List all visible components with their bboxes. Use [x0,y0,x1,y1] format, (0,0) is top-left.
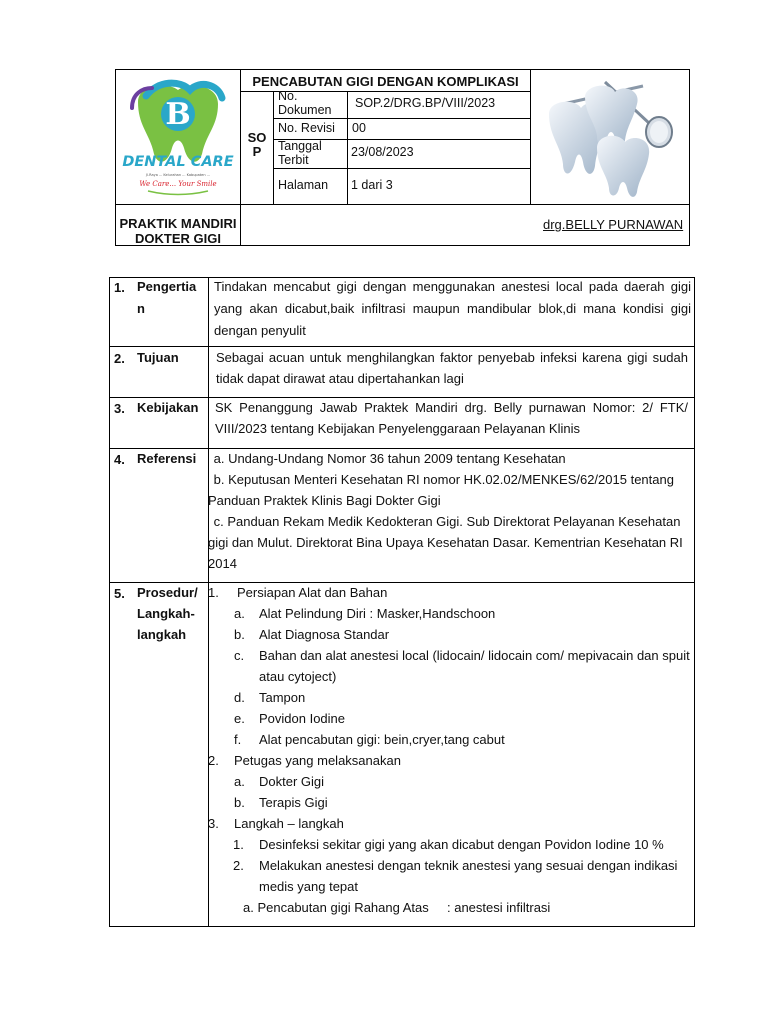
procedure-item: Alat Pelindung Diri : Masker,Handschoon [259,606,496,621]
doc-number-label: No. Dokumen [278,89,332,117]
row-number: 1. [114,280,125,295]
procedure-item: Alat Diagnosa Standar [259,627,390,642]
reference-item: a. Undang-Undang Nomor 36 tahun 2009 tentang Kesehatan [210,451,566,466]
row-label-pengertian: Pengertia n [137,279,197,316]
reference-item: b. Keputusan Menteri Kesehatan RI nomor HK.02.02/MENKES/62/2015 tentang [210,472,674,487]
procedure-item-continued: atau cytoject) [259,669,337,684]
clinic-name: PRAKTIK MANDIRI DOKTER GIGI [119,216,237,246]
reference-item: 2014 [208,556,237,571]
procedure-item-continued: medis yang tepat [259,879,359,894]
procedure-step-title: Persiapan Alat dan Bahan [237,585,388,600]
procedure-item: Povidon Iodine [259,711,346,726]
procedure-step-number: 3. [208,816,219,831]
reference-item: c. Panduan Rekam Medik Kedokteran Gigi. Sub Direktorat Pelayanan Kesehatan [210,514,681,529]
reference-item: gigi dan Mulut. Direktorat Bina Upaya Kesehatan Dasar. Kementrian Kesehatan RI [208,535,683,550]
page-value: 1 dari 3 [351,178,393,192]
row-number: 4. [114,452,125,467]
procedure-subitem-value: : anestesi infiltrasi [447,900,551,915]
procedure-item: Bahan dan alat anestesi local (lidocain/ lidocain com/ mepivacain dan spuit [259,648,690,663]
procedure-step-number: 1. [208,585,219,600]
procedure-step-title: Petugas yang melaksanakan [234,753,401,768]
procedure-subitem: a. Pencabutan gigi Rahang Atas [243,900,429,915]
row-text-pengertian: Tindakan mencabut gigi dengan menggunakan anestesi local pada daerah gigi yang akan dicabut,baik infiltrasi maupun mandibular blok,di mana kondisi gigi dengan penyulit [214,279,691,338]
row-number: 2. [114,351,125,366]
clinic-logo [118,74,238,200]
tooth-logo-icon [118,74,238,200]
procedure-item-letter: b. [234,795,245,810]
procedure-item-letter: a. [234,606,245,621]
procedure-item: Dokter Gigi [259,774,325,789]
procedure-item-letter: c. [234,648,245,663]
row-number: 5. [114,586,125,601]
reference-item: Panduan Praktek Klinis Bagi Dokter Gigi [208,493,441,508]
svg-text:Jl.Raya ... Kelurahan ... Kabu: Jl.Raya ... Kelurahan ... Kabupaten ... [146,173,210,177]
row-label-referensi: Referensi [137,451,197,466]
procedure-item-letter: f. [234,732,242,747]
procedure-step-title: Langkah – langkah [234,816,344,831]
procedure-item-letter: b. [234,627,245,642]
procedure-step-number: 2. [208,753,219,768]
procedure-item: Melakukan anestesi dengan teknik anestesi yang sesuai dengan indikasi [259,858,678,873]
row-text-kebijakan: SK Penanggung Jawab Praktek Mandiri drg. Belly purnawan Nomor: 2/ FTK/ VIII/2023 tentang Kebijakan Penyelenggaraan Pelayanan Klinis [215,400,688,436]
svg-text:We Care... Your Smile: We Care... Your Smile [139,180,217,188]
procedure-item-letter: d. [234,690,245,705]
procedure-item: Alat pencabutan gigi: bein,cryer,tang cabut [259,732,505,747]
row-text-tujuan: Sebagai acuan untuk menghilangkan faktor penyebab infeksi karena gigi sudah tidak dapat dirawat atau dipertahankan lagi [216,350,688,386]
procedure-item-number: 2. [233,858,244,873]
procedure-item-letter: e. [234,711,245,726]
teeth-with-mirror-icon [535,74,687,200]
procedure-item-letter: a. [234,774,245,789]
row-number: 3. [114,401,125,416]
teeth-illustration [535,74,687,200]
issue-date-value: 23/08/2023 [351,145,414,159]
procedure-item: Terapis Gigi [259,795,328,810]
page-title: PENCABUTAN GIGI DENGAN KOMPLIKASI [252,74,519,89]
revision-value: 00 [352,121,366,135]
sop-label: SO P [247,130,267,159]
row-label-kebijakan: Kebijakan [137,400,199,415]
revision-label: No. Revisi [278,121,335,135]
svg-text:B: B [165,97,191,132]
doc-number-value: SOP.2/DRG.BP/VIII/2023 [355,96,496,110]
svg-text:DENTAL CARE: DENTAL CARE [122,154,234,170]
row-label-tujuan: Tujuan [137,350,179,365]
issue-date-label: Tanggal Terbit [278,139,322,167]
procedure-item-number: 1. [233,837,244,852]
page-label: Halaman [278,178,329,192]
procedure-item: Tampon [259,690,306,705]
doctor-name: drg.BELLY PURNAWAN [543,217,684,232]
procedure-item: Desinfeksi sekitar gigi yang akan dicabut dengan Povidon Iodine 10 % [259,837,664,852]
row-label-prosedur: Prosedur/ Langkah- langkah [137,585,198,642]
